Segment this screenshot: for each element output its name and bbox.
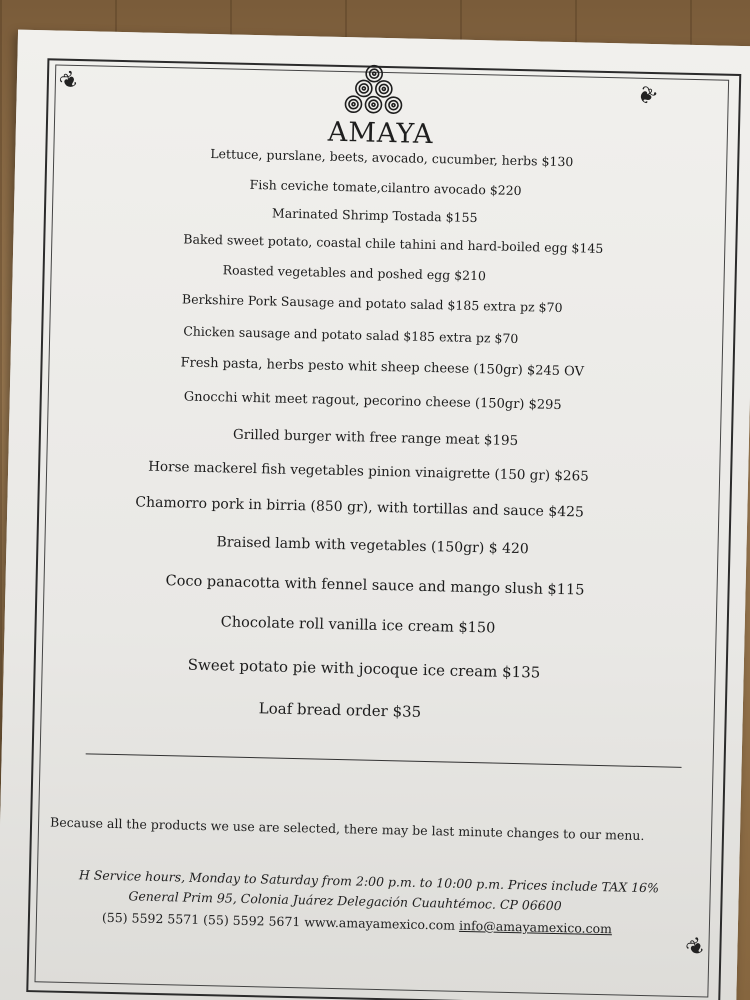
menu-item: Grilled burger with free range meat $195 [232,426,519,450]
menu-item: Lettuce, purslane, beets, avocado, cucumber, herbs $130 [210,146,574,170]
service-hours: H Service hours, Monday to Saturday from 2:00 p.m. to 10:00 p.m. Prices include TAX 16% [78,867,660,896]
menu-sheet [0,30,750,1000]
spiral-logo-icon [338,63,409,123]
menu-item: Loaf bread order $35 [258,699,422,721]
menu-item: Coco panacotta with fennel sauce and mango slush $115 [165,573,585,599]
menu-item: Fish ceviche tomate,cilantro avocado $220 [249,176,522,199]
menu-item: Gnocchi whit meet ragout, pecorino cheese (150gr) $295 [183,389,562,414]
menu-notice: Because all the products we use are selected, there may be last minute changes to our menu. [49,814,645,844]
brand-name: AMAYA [327,116,434,151]
fleuron-icon: ❦ [55,65,85,97]
menu-item: Chocolate roll vanilla ice cream $150 [220,614,496,637]
menu-item: Chamorro pork in birria (850 gr), with tortillas and sauce $425 [135,494,585,521]
menu-item: Braised lamb with vegetables (150gr) $ 420 [216,534,529,558]
menu-item: Berkshire Pork Sausage and potato salad $185 extra pz $70 [181,291,563,316]
phones-and-website: (55) 5592 5571 (55) 5592 5671 www.amayamexico.com [101,909,456,933]
menu-item: Sweet potato pie with jocoque ice cream $135 [187,655,541,682]
menu-item: Chicken sausage and potato salad $185 extra pz $70 [183,323,519,347]
inner-border [34,64,729,997]
menu-item: Roasted vegetables and poshed egg $210 [222,262,487,284]
menu-item: Baked sweet potato, coastal chile tahini and hard-boiled egg $145 [183,231,604,256]
spiral-triangle-logo [327,63,434,157]
address: General Prim 95, Colonia Juárez Delegación Cuauhtémoc. CP 06600 [128,888,562,914]
email-link[interactable]: info@amayamexico.com [458,917,613,937]
menu-item: Fresh pasta, herbs pesto whit sheep cheese (150gr) $245 OV [180,355,585,380]
menu-item: Horse mackerel fish vegetables pinion vinaigrette (150 gr) $265 [148,458,589,485]
fleuron-icon: ❦ [631,80,662,112]
menu-item: Marinated Shrimp Tostada $155 [271,205,478,226]
fleuron-icon: ❦ [681,932,711,964]
